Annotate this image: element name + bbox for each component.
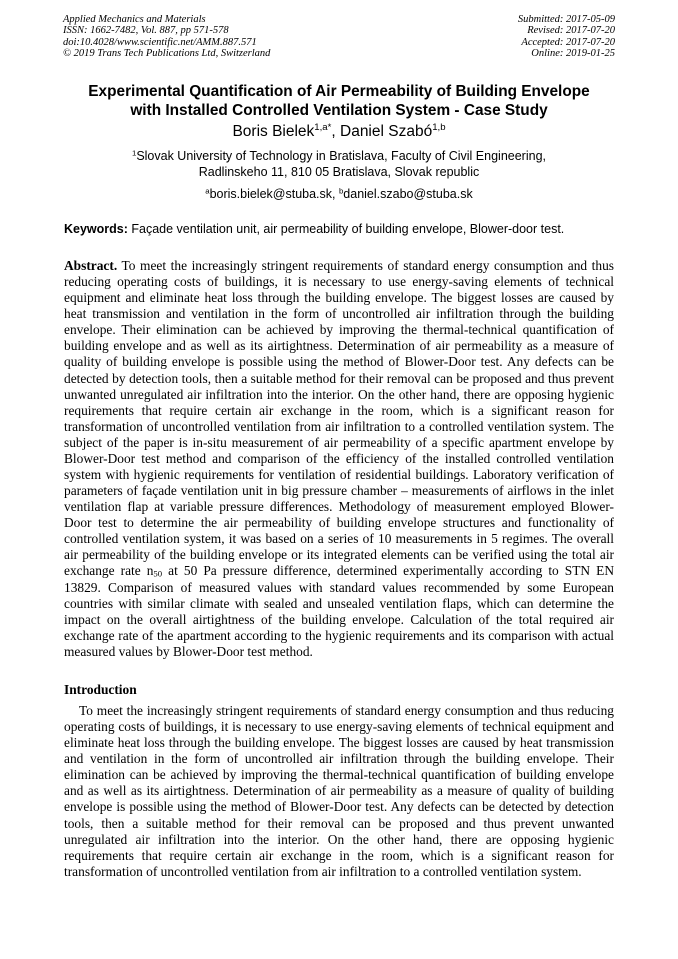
journal-doi: doi:10.4028/www.scientific.net/AMM.887.571 xyxy=(63,36,257,48)
journal-name: Applied Mechanics and Materials xyxy=(63,14,206,25)
author-list xyxy=(40,122,638,142)
paper-title xyxy=(40,82,638,120)
abstract xyxy=(64,258,614,660)
date-accepted: Accepted: 2017-07-20 xyxy=(521,36,615,48)
journal-issn: ISSN: 1662-7482, Vol. 887, pp 571-578 xyxy=(63,25,229,37)
journal-info xyxy=(63,14,270,60)
email-a[interactable]: boris.bielek@stuba.sk xyxy=(209,187,333,201)
date-revised: Revised: 2017-07-20 xyxy=(527,25,615,37)
abstract-label: Abstract. xyxy=(64,258,118,273)
author-emails xyxy=(40,186,638,202)
email-a-mark: a xyxy=(205,186,210,196)
keywords-label: Keywords: xyxy=(64,222,128,236)
email-b[interactable]: daniel.szabo@stuba.sk xyxy=(343,187,473,201)
author-separator: , xyxy=(331,123,340,140)
abstract-subscript: 50 xyxy=(153,569,163,580)
keywords xyxy=(64,221,614,237)
author-2-affiliation-mark: 1,b xyxy=(432,122,446,134)
introduction-heading: Introduction xyxy=(64,682,137,697)
date-online: Online: 2019-01-25 xyxy=(531,48,615,60)
title-line-2: with Installed Controlled Ventilation System - Case Study xyxy=(130,102,548,119)
affiliation-mark: 1 xyxy=(132,148,137,158)
abstract-text-part-1: To meet the increasingly stringent requirements of standard energy consumption and thus reducing operating costs of buildings, it is necessary to use energy-saving elements of technical equipment and eliminate heat loss through the building envelope. The biggest losses are caused by heat transmission and ventilation in the form of uncontrolled air infiltration through the building envelope. Their elimination can be achieved by improving the thermal-technical quantification of building envelope and as well as its airtightness. Determination of air permeability as a measure of quality of building envelope is possible using the method of Blower-Door test. Any defects can be detected by detection tools, then a suitable method for their removal can be proposed and thus prevent unwanted unregulated air infiltration into the interior. On the other hand, there are opposing hygienic requirements that require certain air exchange in the room, which is a significant reason for transformation of uncontrolled ventilation from air infiltration to a controlled ventilation system. The subject of the paper is in-situ measurement of air permeability of a specific apartment envelope by Blower-Door test method and comparison of the efficiency of the installed controlled ventilation system with hygienic requirements for ventilation of residential buildings. Laboratory verification of parameters of façade ventilation unit in big pressure chamber – measurements of airflows in the inlet ventilation flap at variable pressure differences. Methodology of measurement employed Blower-Door test to determine the air permeability of building envelope structures and functionality of controlled ventilation system, it was based on a series of 10 measurements in 5 regimes. The overall air permeability of the building envelope or its integrated elements can be verified using the total air exchange rate n xyxy=(64,258,614,579)
affiliation-line-2: Radlinskeho 11, 810 05 Bratislava, Slovak republic xyxy=(198,165,480,179)
journal-copyright: © 2019 Trans Tech Publications Ltd, Switzerland xyxy=(63,48,271,60)
affiliation-line-1: Slovak University of Technology in Bratislava, Faculty of Civil Engineering, xyxy=(136,149,546,163)
email-separator: , xyxy=(332,187,339,201)
author-1-affiliation-mark: 1,a* xyxy=(314,122,332,134)
author-2-name: Daniel Szabó xyxy=(340,123,433,140)
affiliation xyxy=(40,148,638,180)
title-line-1: Experimental Quantification of Air Permeability of Building Envelope xyxy=(88,83,590,100)
abstract-text-part-2: at 50 Pa pressure difference, determined experimentally according to STN EN 13829. Comparison of measured values with standard values recommended by some European countries with similar climate with sealed and unsealed ventilation flaps, which can determine the impact on the overall airtightness of the building envelope. Calculation of the total required air exchange rate of the apartment according to the hygienic requirements and its comparison with actual measured values by Blower-Door test method. xyxy=(64,563,614,659)
publication-dates xyxy=(518,14,615,60)
date-submitted: Submitted: 2017-05-09 xyxy=(517,14,615,25)
author-1-name: Boris Bielek xyxy=(232,123,315,140)
email-b-mark: b xyxy=(338,186,344,196)
introduction-paragraph: To meet the increasingly stringent requirements of standard energy consumption and thus reducing operating costs of buildings, it is necessary to use energy-saving elements of technical equipment and eliminate heat loss through the building envelope. The biggest losses are caused by heat transmission and ventilation in the form of uncontrolled air infiltration through the building envelope. Their elimination can be achieved by improving the thermal-technical quantification of building envelope and as well as its airtightness. Determination of air permeability as a measure of quality of building envelope is possible using the method of Blower-Door test. Any defects can be detected by detection tools, then a suitable method for their removal can be proposed and thus prevent unwanted unregulated air infiltration into the interior. On the other hand, there are opposing hygienic requirements that require certain air exchange in the room, which is a significant reason for transformation of uncontrolled ventilation from air infiltration to a controlled ventilation system. xyxy=(64,703,614,879)
keywords-text: Façade ventilation unit, air permeability of building envelope, Blower-door test. xyxy=(127,222,565,236)
